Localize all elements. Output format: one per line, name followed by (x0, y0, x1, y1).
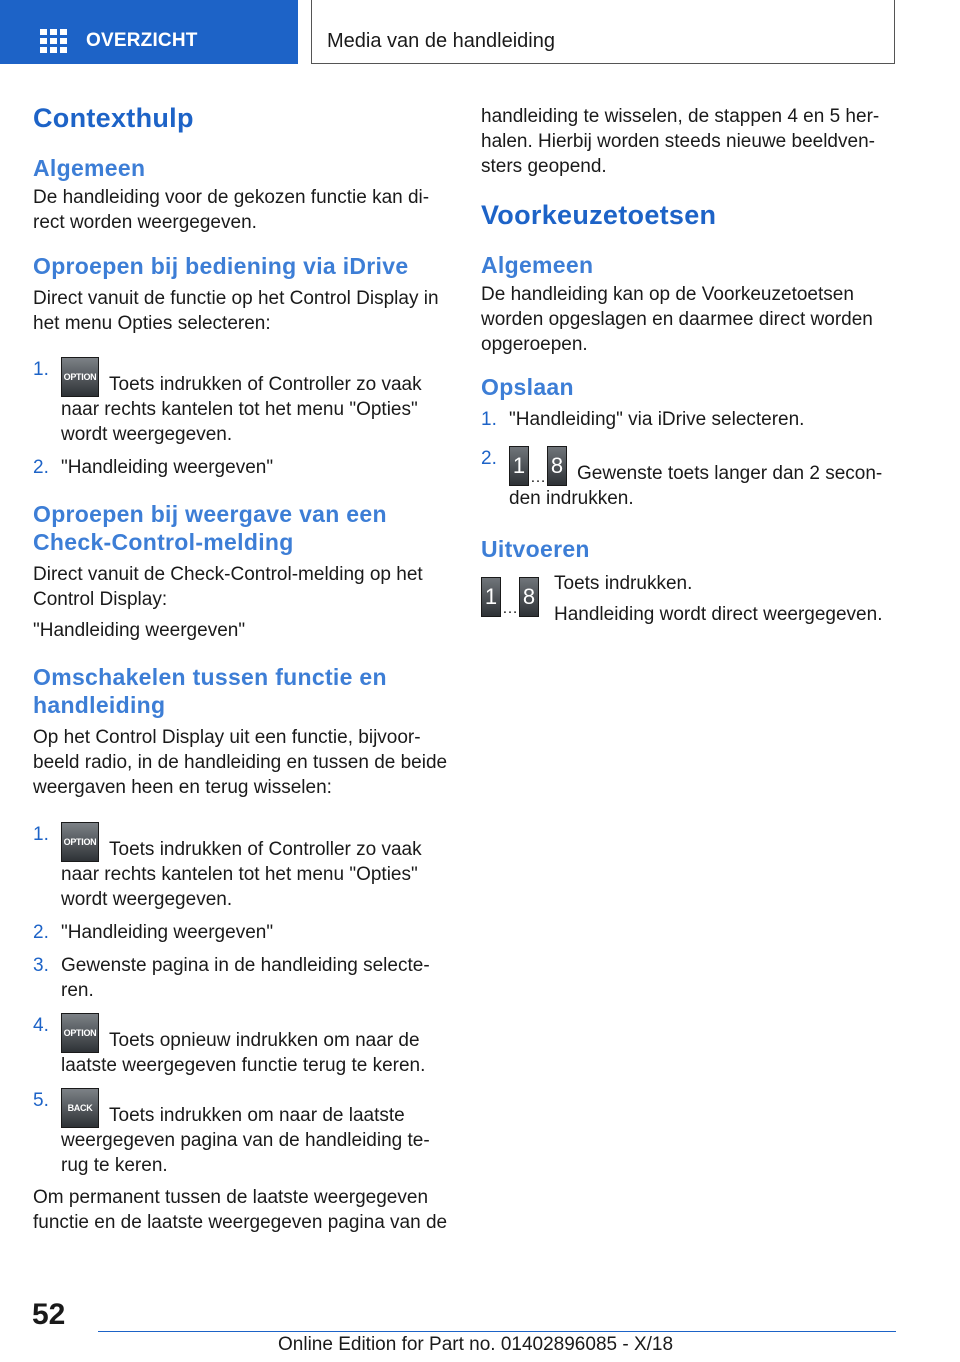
step-text: Toets indrukken om naar de laatste weergegeven pagina van de handleiding terug te keren. (61, 1105, 430, 1176)
paragraph-permanent: Om permanent tussen de laatste weergegeven functie en de laatste weergegeven pagina van de (33, 1187, 448, 1233)
paragraph-switch: Op het Control Display uit een functie, bijvoorbeeld radio, in de handleiding en tussen de beide weergaven heen en terug wisselen: (33, 727, 448, 798)
ellipsis: … (502, 600, 518, 617)
preset-key-1-icon: 1 (481, 577, 501, 617)
step-text: "Handleiding weergeven" (61, 457, 274, 478)
heading-switch: Omschakelen tussen functie en handleiding (33, 664, 387, 718)
list-item (33, 920, 448, 945)
save-steps-list (481, 407, 901, 511)
section-title-preset-buttons: Voorkeuzetoetsen (481, 200, 717, 230)
paragraph-general: De handleiding kan op de Voorkeuzetoetsen worden opgeslagen en daarmee direct worden opgeroepen. (481, 284, 873, 355)
heading-check-control: Oproepen bij weergave van een Check-Control-melding (33, 501, 387, 555)
section-title-context-help: Contexthulp (33, 103, 194, 133)
breadcrumb-tab[interactable] (311, 0, 895, 64)
list-item (33, 1088, 448, 1178)
option-button-icon: OPTION (61, 357, 99, 397)
grid-menu-icon (40, 29, 67, 53)
step-number: 2. (33, 457, 49, 478)
overview-tab-label: OVERZICHT (86, 30, 198, 51)
switch-steps-list (33, 822, 448, 1178)
step-text: Toets indrukken of Controller zo vaak naar rechts kantelen tot het menu "Opties" wordt weergegeven. (61, 839, 422, 910)
heading-general: Algemeen (33, 155, 146, 181)
heading-execute: Uitvoeren (481, 536, 590, 562)
step-text: Toets opnieuw indrukken om naar de laatste weergegeven functie terug te keren. (61, 1030, 426, 1076)
step-number: 2. (481, 448, 497, 469)
step-number: 1. (33, 824, 49, 845)
step-text: "Handleiding weergeven" (61, 922, 274, 943)
execute-block (481, 571, 901, 641)
list-item (33, 953, 448, 1003)
step-number: 1. (481, 409, 497, 430)
overview-tab[interactable] (0, 0, 298, 64)
step-text: Gewenste pagina in de handleiding selecteren. (61, 955, 430, 1001)
preset-keys-graphic (481, 577, 539, 617)
heading-general: Algemeen (481, 252, 594, 278)
right-column (481, 104, 901, 641)
option-button-icon: OPTION (61, 822, 99, 862)
preset-key-8-icon: 8 (547, 446, 567, 486)
edition-text: Online Edition for Part no. 01402896085 - X/18 (278, 1334, 674, 1355)
preset-key-1-icon: 1 (509, 446, 529, 486)
paragraph-check-control-2: "Handleiding weergeven" (33, 620, 246, 641)
list-item (33, 357, 448, 447)
step-number: 1. (33, 359, 49, 380)
step-number: 3. (33, 955, 49, 976)
paragraph-continued: handleiding te wisselen, de stappen 4 en 5 herhalen. Hierbij worden steeds nieuwe beeldvensters geopend. (481, 106, 880, 177)
step-number: 4. (33, 1015, 49, 1036)
preset-key-8-icon: 8 (519, 577, 539, 617)
ellipsis: … (530, 469, 546, 486)
list-item (481, 446, 901, 511)
footer-divider (98, 1331, 896, 1332)
step-text: Toets indrukken of Controller zo vaak naar rechts kantelen tot het menu "Opties" wordt weergegeven. (61, 374, 422, 445)
paragraph-check-control: Direct vanuit de Check-Control-melding op het Control Display: (33, 564, 423, 610)
list-item (33, 455, 448, 480)
execute-line-1: Toets indrukken. (554, 573, 693, 594)
left-column (33, 96, 448, 1235)
step-text: "Handleiding" via iDrive selecteren. (509, 409, 805, 430)
paragraph-general: De handleiding voor de gekozen functie kan direct worden weergegeven. (33, 187, 430, 233)
execute-line-2: Handleiding wordt direct weergegeven. (554, 604, 883, 625)
breadcrumb-label: Media van de handleiding (327, 30, 555, 52)
paragraph-idrive: Direct vanuit de functie op het Control Display in het menu Opties selecteren: (33, 288, 439, 334)
list-item (33, 1013, 448, 1078)
back-button-icon: BACK (61, 1088, 99, 1128)
page-number: 52 (32, 1298, 66, 1331)
list-item (33, 822, 448, 912)
step-number: 2. (33, 922, 49, 943)
heading-save: Opslaan (481, 374, 574, 400)
step-number: 5. (33, 1090, 49, 1111)
idrive-steps-list (33, 357, 448, 480)
list-item (481, 407, 901, 432)
heading-idrive: Oproepen bij bediening via iDrive (33, 253, 409, 279)
option-button-icon: OPTION (61, 1013, 99, 1053)
step-text: Gewenste toets langer dan 2 seconden indrukken. (509, 463, 883, 509)
top-navigation-bar (0, 0, 960, 66)
